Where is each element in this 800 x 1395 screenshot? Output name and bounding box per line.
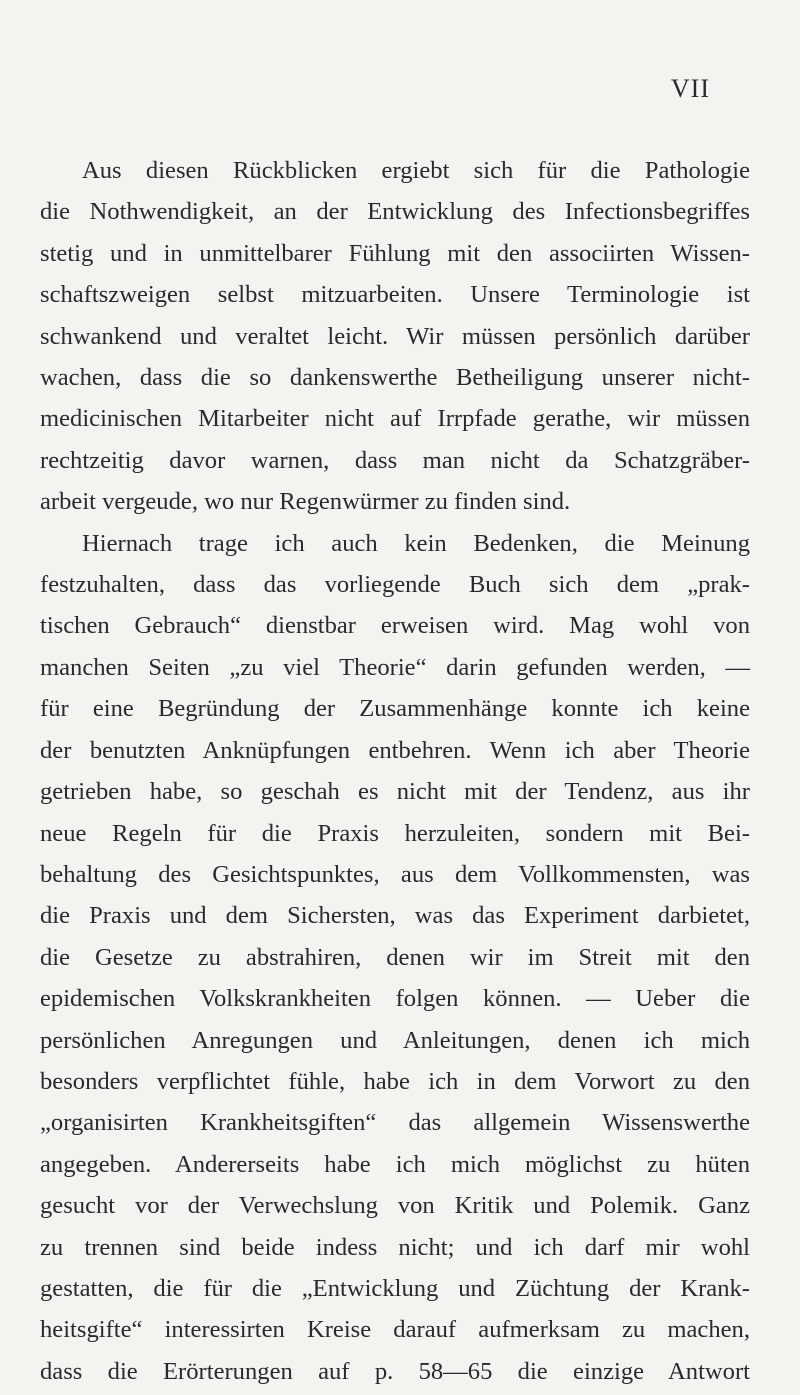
text-line: Aus diesen Rückblicken ergiebt sich für die Pathologie [82, 157, 750, 184]
text-line: persönlichen Anregungen und Anleitungen, denen ich mich [40, 1026, 750, 1054]
text-line: festzuhalten, dass das vorliegende Buch sich dem „prak- [40, 571, 750, 599]
text-line: „organisirten Krankheitsgiften“ das allgemein Wissenswerthe [40, 1109, 750, 1137]
text-line: medicinischen Mitarbeiter nicht auf Irrpfade gerathe, wir müssen [40, 405, 750, 433]
text-line: stetig und in unmittelbarer Fühlung mit den associirten Wissen- [40, 239, 750, 267]
text-line: manchen Seiten „zu viel Theorie“ darin gefunden werden, — [40, 653, 750, 681]
text-line: für eine Begründung der Zusammenhänge konnte ich keine [40, 695, 750, 723]
text-line: der benutzten Anknüpfungen entbehren. Wenn ich aber Theorie [40, 736, 750, 764]
page-number: VII [670, 74, 710, 103]
text-line: tischen Gebrauch“ dienstbar erweisen wird. Mag wohl von [40, 612, 750, 640]
text-line: neue Regeln für die Praxis herzuleiten, sondern mit Bei- [40, 819, 750, 847]
paragraph-1 [40, 150, 750, 523]
text-line: schaftszweigen selbst mitzuarbeiten. Unsere Terminologie ist [40, 281, 750, 309]
text-line: gestatten, die für die „Entwicklung und Züchtung der Krank- [40, 1274, 750, 1302]
paragraph-2 [40, 523, 750, 1393]
text-line: die Nothwendigkeit, an der Entwicklung des Infectionsbegriffes [40, 198, 750, 226]
text-line: getrieben habe, so geschah es nicht mit der Tendenz, aus ihr [40, 778, 750, 806]
text-line: die Gesetze zu abstrahiren, denen wir im Streit mit den [40, 943, 750, 971]
text-line: Hiernach trage ich auch kein Bedenken, die Meinung [82, 529, 750, 557]
text-line: angegeben. Andererseits habe ich mich möglichst zu hüten [40, 1150, 750, 1178]
body-text [40, 150, 750, 1392]
text-line: rechtzeitig davor warnen, dass man nicht da Schatzgräber- [40, 446, 750, 474]
text-line: die Praxis und dem Sichersten, was das Experiment darbietet, [40, 902, 750, 930]
text-line: schwankend und veraltet leicht. Wir müssen persönlich darüber [40, 322, 750, 350]
text-line: wachen, dass die so dankenswerthe Betheiligung unserer nicht- [40, 364, 750, 392]
text-line: gesucht vor der Verwechslung von Kritik und Polemik. Ganz [40, 1192, 750, 1220]
text-line: heitsgifte“ interessirten Kreise darauf aufmerksam zu machen, [40, 1316, 750, 1344]
text-line: dass die Erörterungen auf p. 58—65 die einzige Antwort [40, 1357, 750, 1385]
text-line: behaltung des Gesichtspunktes, aus dem Vollkommensten, was [40, 860, 750, 888]
text-line: arbeit vergeude, wo nur Regenwürmer zu finden sind. [40, 488, 571, 516]
text-line: epidemischen Volkskrankheiten folgen können. — Ueber die [40, 985, 750, 1013]
text-line: besonders verpflichtet fühle, habe ich in dem Vorwort zu den [40, 1067, 750, 1095]
text-line: zu trennen sind beide indess nicht; und ich darf mir wohl [40, 1233, 750, 1261]
